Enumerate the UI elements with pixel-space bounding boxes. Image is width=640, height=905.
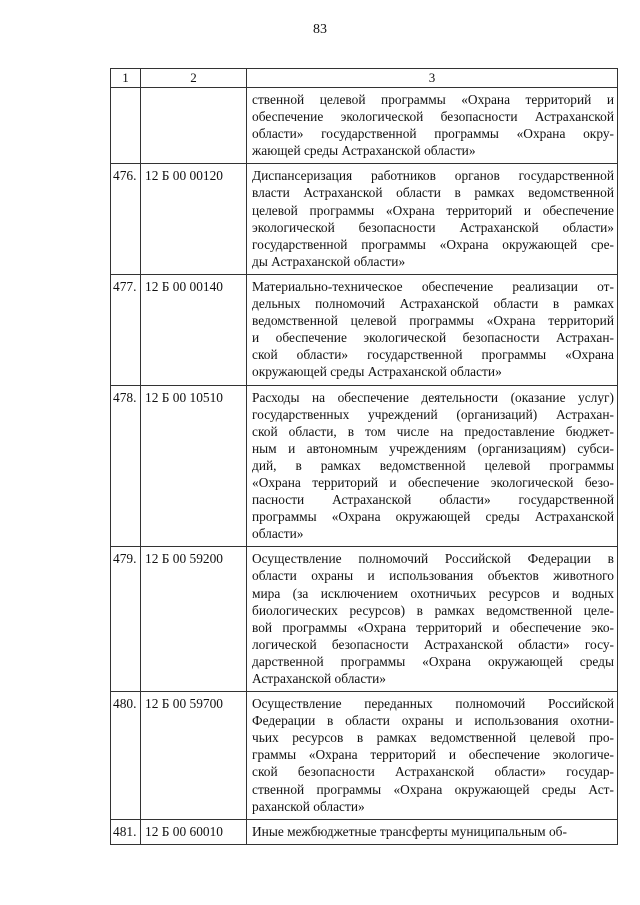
description-line: чьих ресурсов в рамках ведомственной целевой про- — [252, 730, 614, 746]
table-row — [111, 274, 618, 385]
expense-description — [247, 88, 618, 164]
budget-code: 12 Б 00 00140 — [141, 274, 247, 385]
row-number — [111, 88, 141, 164]
column-header-3: 3 — [247, 69, 618, 88]
expense-description — [247, 547, 618, 692]
expense-description — [247, 385, 618, 547]
expense-description — [247, 692, 618, 820]
row-number: 479. — [111, 547, 141, 692]
row-number: 480. — [111, 692, 141, 820]
description-line: раханской области» — [252, 798, 365, 814]
description-line: жающей среды Астраханской области» — [252, 143, 476, 159]
expense-description — [247, 164, 618, 275]
row-number: 478. — [111, 385, 141, 547]
budget-code: 12 Б 00 10510 — [141, 385, 247, 547]
table-row — [111, 164, 618, 275]
description-line: Расходы на обеспечение деятельности (оказание услуг) — [252, 389, 614, 405]
description-line: дий, в рамках ведомственной целевой программы — [252, 457, 614, 473]
description-line: биологических ресурсов) в рамках ведомственной целе- — [252, 602, 614, 618]
table-row — [111, 819, 618, 844]
description-line: ственной программы «Охрана окружающей среды Аст- — [252, 781, 614, 797]
description-line: Осуществление переданных полномочий Российской — [252, 696, 614, 712]
description-line: вой программы «Охрана территорий и обеспечение эко- — [252, 619, 614, 635]
description-line: мира (за исключением охотничьих ресурсов и водных — [252, 585, 614, 601]
column-header-1: 1 — [111, 69, 141, 88]
description-line: и обеспечение экологической безопасности Астрахан- — [252, 330, 614, 346]
description-line: государственных учреждений (организаций) Астрахан- — [252, 406, 614, 422]
description-line: государственной программы «Охрана окружающей сре- — [252, 236, 614, 252]
description-line: ды Астраханской области» — [252, 253, 406, 269]
table-body — [111, 88, 618, 845]
description-line: пасности Астраханской области» государственной — [252, 492, 614, 508]
description-line: экологической безопасности Астраханской области» — [252, 219, 614, 235]
description-line: Осуществление полномочий Российской Федерации в — [252, 551, 614, 567]
description-line: области охраны и использования объектов животного — [252, 568, 614, 584]
description-line: ской области» государственной программы «Охрана — [252, 347, 614, 363]
description-line: области» государственной программы «Охрана окру- — [252, 126, 614, 142]
expense-description — [247, 274, 618, 385]
description-line: обеспечение экологической безопасности Астраханской — [252, 109, 614, 125]
description-line: Астраханской области» — [252, 671, 386, 686]
page-number: 83 — [313, 22, 327, 37]
table-row — [111, 385, 618, 547]
budget-code: 12 Б 00 60010 — [141, 819, 247, 844]
description-line: программы «Охрана окружающей среды Астраханской — [252, 509, 614, 525]
description-line: граммы «Охрана территорий и обеспечение экологиче- — [252, 747, 614, 763]
description-line: окружающей среды Астраханской области» — [252, 364, 502, 380]
table-header-row — [111, 69, 618, 88]
budget-code — [141, 88, 247, 164]
description-line: Иные межбюджетные трансферты муниципальным об- — [252, 823, 567, 839]
expense-description — [247, 819, 618, 844]
description-line: целевой программы «Охрана территорий и обеспечение — [252, 202, 614, 218]
description-line: ведомственной целевой программы «Охрана территорий — [252, 313, 614, 329]
table-row — [111, 547, 618, 692]
description-line: Диспансеризация работников органов государственной — [252, 168, 614, 184]
description-line: Федерации в области охраны и использования охотни- — [252, 713, 614, 729]
description-line: ственной целевой программы «Охрана территорий и — [252, 92, 614, 107]
table-row — [111, 88, 618, 164]
description-line: дарственной программы «Охрана окружающей среды — [252, 653, 614, 669]
description-line: ным и автономным учреждениям (организациям) субси- — [252, 440, 614, 456]
budget-code: 12 Б 00 59200 — [141, 547, 247, 692]
column-header-2: 2 — [141, 69, 247, 88]
table-row — [111, 692, 618, 820]
budget-code: 12 Б 00 59700 — [141, 692, 247, 820]
description-line: области» — [252, 526, 304, 542]
description-line: «Охрана территорий и обеспечение экологической безо- — [252, 474, 614, 490]
description-line: дельных полномочий Астраханской области в рамках — [252, 296, 614, 312]
budget-code: 12 Б 00 00120 — [141, 164, 247, 275]
row-number: 476. — [111, 164, 141, 275]
budget-table — [110, 68, 618, 845]
description-line: Материально-техническое обеспечение реализации от- — [252, 278, 614, 294]
description-line: власти Астраханской области в рамках ведомственной — [252, 185, 614, 201]
description-line: логической безопасности Астраханской области» госу- — [252, 636, 614, 652]
row-number: 481. — [111, 819, 141, 844]
description-line: ской области, в том числе на предоставление бюджет- — [252, 423, 614, 439]
description-line: ской безопасности Астраханской области» государ- — [252, 764, 614, 780]
row-number: 477. — [111, 274, 141, 385]
